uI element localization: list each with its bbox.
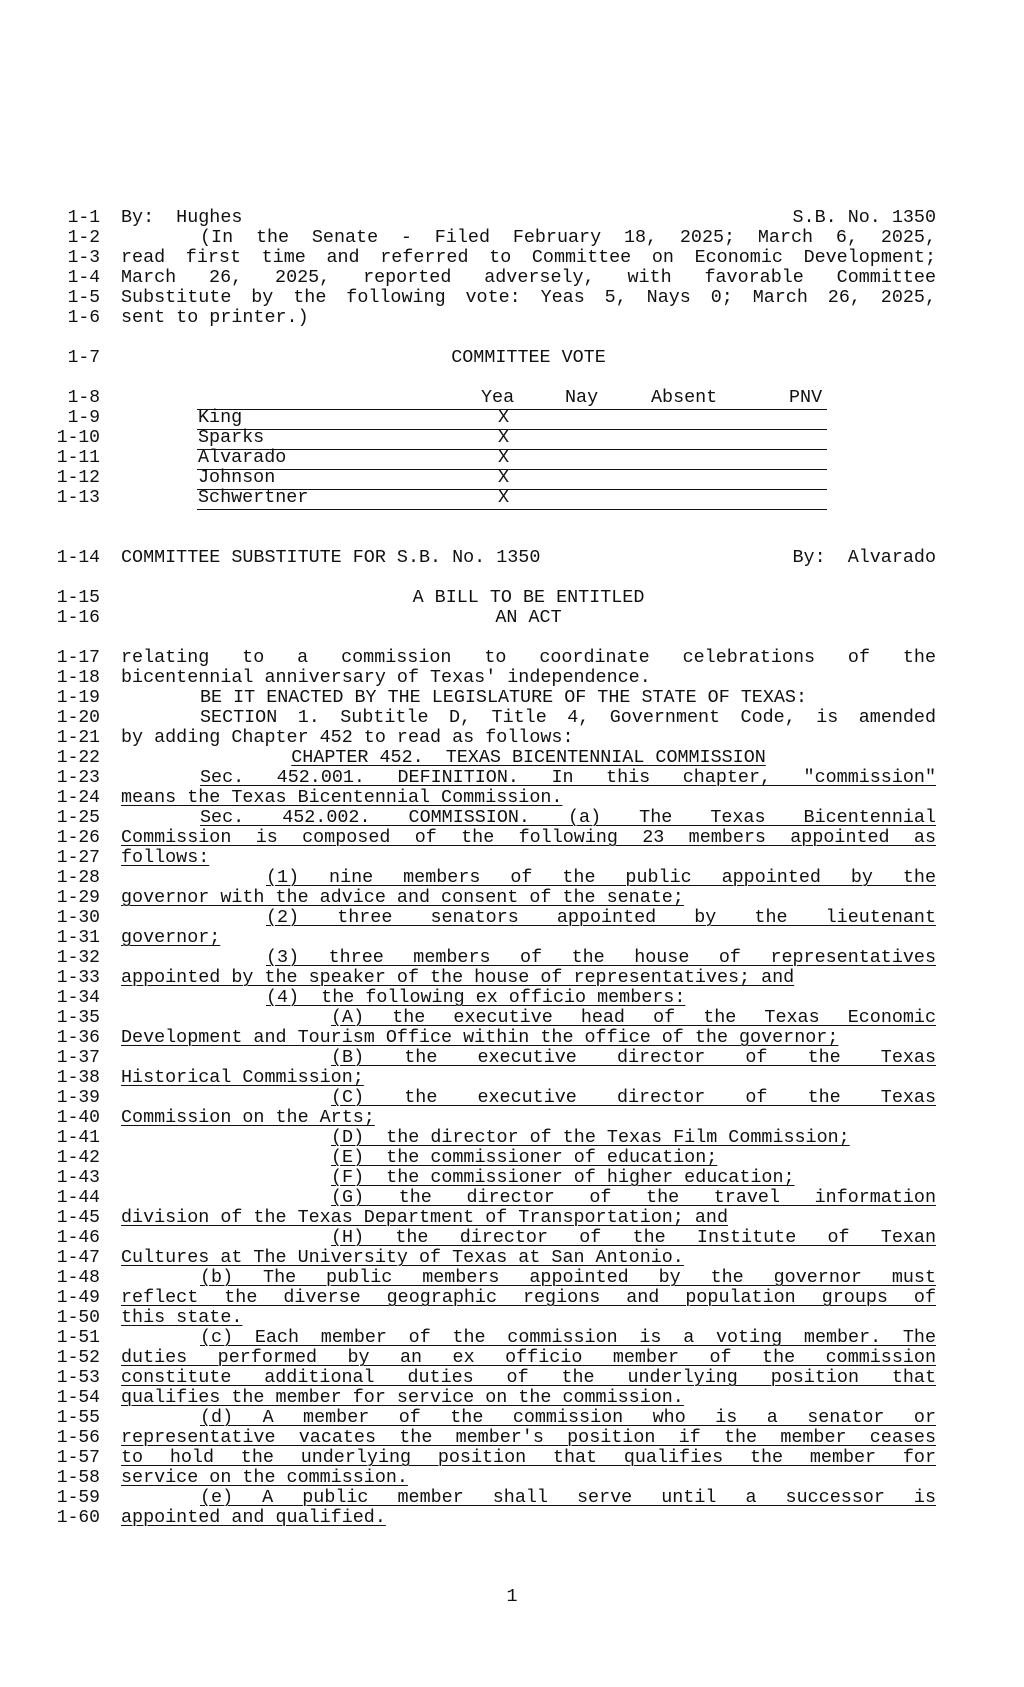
- vote-mark: X: [498, 447, 510, 468]
- line-number: 1-36: [56, 1028, 100, 1048]
- body-line: SECTION 1. Subtitle D, Title 4, Government Code, is amended: [200, 707, 936, 728]
- body-text: governor with the advice and consent of the senate;: [121, 887, 684, 908]
- line-number: 1-44: [56, 1188, 100, 1208]
- line-number: 1-42: [56, 1148, 100, 1168]
- line-number: 1-47: [56, 1248, 100, 1268]
- line-number: 1-1: [67, 208, 100, 228]
- body-text: means the Texas Bicentennial Commission.: [121, 787, 563, 808]
- body-line: Sec. 452.001. DEFINITION. In this chapter, "commission": [200, 767, 936, 788]
- line-number: 1-37: [56, 1048, 100, 1068]
- body-line: constitute additional duties of the underlying position that: [121, 1367, 936, 1388]
- column-header-nay: Nay: [565, 387, 599, 408]
- substitute-title: COMMITTEE SUBSTITUTE FOR S.B. No. 1350: [121, 547, 541, 568]
- body-text: Development and Tourism Office within the office of the governor;: [121, 1027, 839, 1048]
- column-header-pnv: PNV: [789, 387, 823, 408]
- body-line: [121, 1308, 936, 1328]
- body-text: qualifies the member for service on the commission.: [121, 1387, 684, 1408]
- body-line: by adding Chapter 452 to read as follows:: [121, 727, 574, 748]
- line-number: 1-40: [56, 1108, 100, 1128]
- line-number: 1-17: [56, 648, 100, 668]
- member-name: Schwertner: [198, 487, 309, 508]
- line-number: 1-31: [56, 928, 100, 948]
- body-text: Historical Commission;: [121, 1067, 364, 1088]
- body-text: this state.: [121, 1307, 243, 1328]
- intro-line: read first time and referred to Committee on Economic Development;: [121, 247, 936, 268]
- line-number: 1-12: [56, 468, 100, 488]
- line-number: 1-6: [67, 308, 100, 328]
- body-text: (E) the commissioner of education;: [331, 1147, 718, 1168]
- body-line: (2) three senators appointed by the lieutenant: [266, 907, 936, 928]
- line-number: 1-60: [56, 1508, 100, 1528]
- line-number: 1-11: [56, 448, 100, 468]
- line-number: 1-51: [56, 1328, 100, 1348]
- line-number: 1-53: [56, 1368, 100, 1388]
- body-line: [121, 1128, 936, 1148]
- line-number: 1-4: [67, 268, 100, 288]
- author-line: By: Hughes: [121, 207, 243, 228]
- table-rule: [197, 449, 827, 450]
- body-line: Commission is composed of the following 23 members appointed as: [121, 827, 936, 848]
- line-number: 1-10: [56, 428, 100, 448]
- member-name: Alvarado: [198, 447, 287, 468]
- line-number: 1-45: [56, 1208, 100, 1228]
- table-rule: [197, 429, 827, 430]
- body-line: (H) the director of the Institute of Texan: [331, 1227, 936, 1248]
- body-line: [121, 888, 936, 908]
- body-text: appointed by the speaker of the house of representatives; and: [121, 967, 795, 988]
- line-number: 1-25: [56, 808, 100, 828]
- intro-line: sent to printer.): [121, 307, 309, 328]
- line-number: 1-26: [56, 828, 100, 848]
- body-line: [121, 968, 936, 988]
- body-line: [121, 928, 936, 948]
- body-line: [121, 1468, 936, 1488]
- line-number: 1-41: [56, 1128, 100, 1148]
- line-number: 1-48: [56, 1268, 100, 1288]
- line-number: 1-59: [56, 1488, 100, 1508]
- body-line: relating to a commission to coordinate celebrations of the: [121, 647, 936, 668]
- body-text: follows:: [121, 847, 210, 868]
- intro-line: March 26, 2025, reported adversely, with favorable Committee: [121, 267, 936, 288]
- vote-mark: X: [498, 467, 510, 488]
- body-line: to hold the underlying position that qualifies the member for: [121, 1447, 936, 1468]
- line-number: 1-39: [56, 1088, 100, 1108]
- substitute-author: By: Alvarado: [792, 547, 936, 568]
- body-line: [121, 848, 936, 868]
- line-number: 1-32: [56, 948, 100, 968]
- line-number: 1-20: [56, 708, 100, 728]
- body-line: [121, 1148, 936, 1168]
- member-name: King: [198, 407, 243, 428]
- body-line: (b) The public members appointed by the governor must: [200, 1267, 936, 1288]
- body-line: [121, 1508, 936, 1528]
- line-number: 1-3: [67, 248, 100, 268]
- table-rule: [197, 409, 827, 410]
- page-number: 1: [506, 1586, 518, 1607]
- body-line: (d) A member of the commission who is a senator or: [200, 1407, 936, 1428]
- line-number: 1-9: [67, 408, 100, 428]
- bill-number: S.B. No. 1350: [792, 207, 936, 228]
- body-text: service on the commission.: [121, 1467, 408, 1488]
- body-line: [121, 1248, 936, 1268]
- line-number: 1-33: [56, 968, 100, 988]
- line-number: 1-34: [56, 988, 100, 1008]
- line-number: 1-43: [56, 1168, 100, 1188]
- body-line: (B) the executive director of the Texas: [331, 1047, 936, 1068]
- body-text: appointed and qualified.: [121, 1507, 386, 1528]
- line-number: 1-19: [56, 688, 100, 708]
- line-number: 1-2: [67, 228, 100, 248]
- intro-line: (In the Senate - Filed February 18, 2025; March 6, 2025,: [200, 227, 936, 248]
- line-number: 1-21: [56, 728, 100, 748]
- line-number: 1-5: [67, 288, 100, 308]
- committee-vote-title: COMMITTEE VOTE: [451, 347, 606, 368]
- body-line: (G) the director of the travel information: [331, 1187, 936, 1208]
- line-number: 1-38: [56, 1068, 100, 1088]
- body-line: [121, 1208, 936, 1228]
- line-number: 1-23: [56, 768, 100, 788]
- chapter-heading: [121, 748, 936, 768]
- body-line: [121, 1388, 936, 1408]
- body-line: (e) A public member shall serve until a successor is: [200, 1487, 936, 1508]
- body-text: division of the Texas Department of Transportation; and: [121, 1207, 728, 1228]
- body-line: [121, 1108, 936, 1128]
- body-text: Cultures at The University of Texas at San Antonio.: [121, 1247, 684, 1268]
- body-line: (3) three members of the house of representatives: [266, 947, 936, 968]
- table-rule: [197, 509, 827, 510]
- body-text: (F) the commissioner of higher education;: [331, 1167, 795, 1188]
- intro-line: Substitute by the following vote: Yeas 5, Nays 0; March 26, 2025,: [121, 287, 936, 308]
- vote-mark: X: [498, 487, 510, 508]
- body-line: (c) Each member of the commission is a voting member. The: [200, 1327, 936, 1348]
- line-number: 1-56: [56, 1428, 100, 1448]
- line-number: 1-13: [56, 488, 100, 508]
- body-line: Sec. 452.002. COMMISSION. (a) The Texas Bicentennial: [200, 807, 936, 828]
- body-text: (4) the following ex officio members:: [266, 987, 686, 1008]
- line-number: 1-27: [56, 848, 100, 868]
- bill-caption: A BILL TO BE ENTITLED: [412, 587, 645, 608]
- body-line: duties performed by an ex officio member of the commission: [121, 1347, 936, 1368]
- line-number: 1-28: [56, 868, 100, 888]
- line-number: 1-50: [56, 1308, 100, 1328]
- chapter-heading-text: CHAPTER 452. TEXAS BICENTENNIAL COMMISSION: [291, 747, 766, 768]
- line-number: 1-52: [56, 1348, 100, 1368]
- body-line: [121, 988, 936, 1008]
- line-number: 1-18: [56, 668, 100, 688]
- body-text: governor;: [121, 927, 221, 948]
- column-header-yea: Yea: [481, 387, 515, 408]
- body-text: (D) the director of the Texas Film Commission;: [331, 1127, 850, 1148]
- body-line: [121, 1168, 936, 1188]
- body-line: bicentennial anniversary of Texas' independence.: [121, 667, 651, 688]
- body-line: representative vacates the member's position if the member ceases: [121, 1427, 936, 1448]
- line-number: 1-55: [56, 1408, 100, 1428]
- member-name: Johnson: [198, 467, 276, 488]
- column-header-absent: Absent: [651, 387, 718, 408]
- line-number: 1-46: [56, 1228, 100, 1248]
- vote-mark: X: [498, 427, 510, 448]
- enacting-clause: BE IT ENACTED BY THE LEGISLATURE OF THE STATE OF TEXAS:: [200, 687, 807, 708]
- table-rule: [197, 469, 827, 470]
- line-number: 1-49: [56, 1288, 100, 1308]
- body-text: Commission on the Arts;: [121, 1107, 375, 1128]
- body-line: [121, 1068, 936, 1088]
- body-line: [121, 1028, 936, 1048]
- body-line: [121, 788, 936, 808]
- line-number: 1-24: [56, 788, 100, 808]
- body-line: (A) the executive head of the Texas Economic: [331, 1007, 936, 1028]
- line-number: 1-57: [56, 1448, 100, 1468]
- line-number: 1-29: [56, 888, 100, 908]
- line-number: 1-8: [67, 388, 100, 408]
- line-number: 1-30: [56, 908, 100, 928]
- line-number: 1-58: [56, 1468, 100, 1488]
- line-number: 1-14: [56, 548, 100, 568]
- vote-mark: X: [498, 407, 510, 428]
- member-name: Sparks: [198, 427, 265, 448]
- line-number: 1-7: [67, 348, 100, 368]
- body-line: (1) nine members of the public appointed by the: [266, 867, 936, 888]
- line-number: 1-35: [56, 1008, 100, 1028]
- bill-caption-act: AN ACT: [495, 607, 562, 628]
- body-line: (C) the executive director of the Texas: [331, 1087, 936, 1108]
- line-number: 1-54: [56, 1388, 100, 1408]
- line-number: 1-15: [56, 588, 100, 608]
- body-line: reflect the diverse geographic regions and population groups of: [121, 1287, 936, 1308]
- line-number: 1-22: [56, 748, 100, 768]
- line-number: 1-16: [56, 608, 100, 628]
